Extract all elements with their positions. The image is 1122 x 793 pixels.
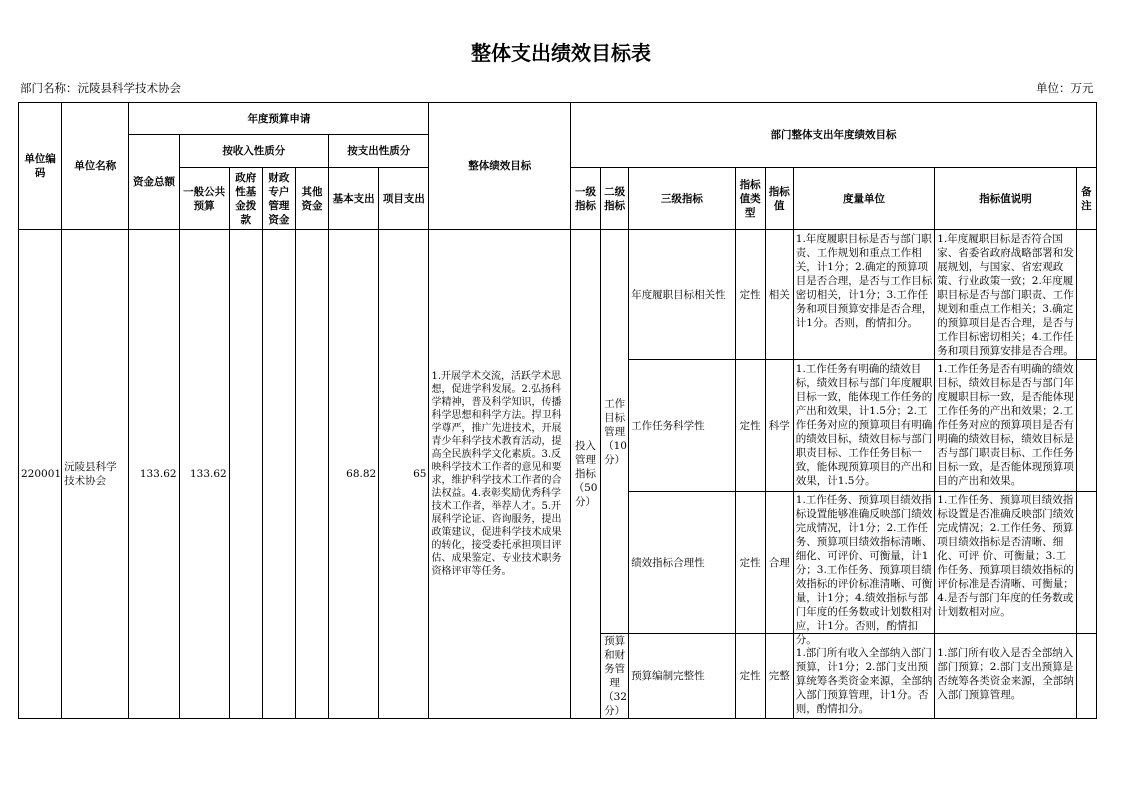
table-row xyxy=(19,230,1097,360)
value-desc-text: 1.年度履职目标是否符合国家、省委省政府战略部署和发展规划，与国家、省宏观政策、行业政策一致；2.年度履职目标是否与部门职责、工作规划和重点工作相关；3.确定的预算项目是否合理，是否与工作目标密切相关；4.工作任务和项目预算安排是否合理。 xyxy=(937,232,1074,357)
total-funds-cell: 133.62 xyxy=(129,230,179,719)
measure-unit-text: 1.部门所有收入全部纳入部门预算，计1分；2.部门支出预算统筹各类资金来源，全部纳入部门预算管理，计1分。否则，酌情扣分。 xyxy=(795,646,933,715)
header-by-expense: 按支出性质分 xyxy=(329,135,429,168)
header-level1: 一级指标 xyxy=(570,168,600,230)
header-level3: 三级指标 xyxy=(629,168,735,230)
metric-type-cell: 定性 xyxy=(735,360,765,492)
metric-type-cell: 定性 xyxy=(735,634,765,719)
header-dept-goal: 部门整体支出年度绩效目标 xyxy=(570,103,1096,168)
department-name: 部门名称：沅陵县科学技术协会 xyxy=(20,81,181,95)
level1-cell: 投入管理指标（50分） xyxy=(570,230,600,719)
header-overall-goal: 整体绩效目标 xyxy=(429,103,571,230)
header-fiscal-special: 财政专户管理资金 xyxy=(262,168,295,230)
remark-cell xyxy=(1076,634,1096,719)
overall-goal-text: 1.开展学术交流，活跃学术思想，促进学科发展。2.弘扬科学精神，普及科学知识，传播科学思想和科学方法。捍卫科学尊严，推广先进技术，开展青少年科学技术教育活动，提高全民族科学文化素质。3.反映科学技术工作者的意见和要求，维护科学技术工作者的合法权益。4.表彰奖励优秀科学技术工作者，举荐人才。5.开展科学论证、咨询服务，提出政策建议，促进科学技术成果的转化，接受委托承担项目评估、成果鉴定、专业技术职务资格评审等任务。 xyxy=(431,371,562,577)
measure-unit-text: 1.工作任务有明确的绩效目标，绩效目标与部门年度履职目标一致，能体现工作任务的产出和效果，计1.5分；2.工作任务对应的预算项目有明确的绩效目标，绩效目标与部门职责目标、工作任务目标一致，能体现预算项目的产出和效果，计1.5分。 xyxy=(795,362,933,487)
header-level2: 二级指标 xyxy=(601,168,629,230)
header-unit-name: 单位名称 xyxy=(62,103,129,230)
header-remark: 备注 xyxy=(1076,168,1096,230)
remark-cell xyxy=(1076,360,1096,492)
level2-cell: 预算和财务管理（32分） xyxy=(601,634,629,719)
remark-cell xyxy=(1076,492,1096,634)
unit-code-cell: 220001 xyxy=(19,230,62,719)
gov-fund-cell xyxy=(229,230,262,719)
value-desc-text: 1.工作任务是否有明确的绩效目标，绩效目标是否与部门年度履职目标一致，是否能体现工作任务的产出和效果；2.工作任务对应的预算项目是否有明确的绩效目标，绩效目标是否与部门职责目标、工作任务目标一致，是否能体现预算项目的产出和效果。 xyxy=(937,362,1074,487)
metric-type-cell: 定性 xyxy=(735,492,765,634)
value-desc-cell xyxy=(935,634,1077,719)
metric-name-cell: 绩效指标合理性 xyxy=(629,492,735,634)
value-desc-text: 1.工作任务、预算项目绩效指标设置是否准确反映部门绩效完成情况；2.工作任务、预算项目绩效指标是否清晰、细化、可评 价、可衡量；3.工作任务、预算项目绩效指标的评价标准是否清晰、可衡量；4.是否与部门年度的任务数或计划数相对应。 xyxy=(937,493,1074,618)
metric-type-cell: 定性 xyxy=(735,230,765,360)
performance-target-table xyxy=(18,102,1097,719)
measure-unit-cell xyxy=(793,634,935,719)
header-project-expense: 项目支出 xyxy=(379,168,429,230)
measure-unit-cell xyxy=(793,492,935,646)
header-total-funds: 资金总额 xyxy=(129,135,179,230)
general-budget-cell: 133.62 xyxy=(179,230,229,719)
measure-unit-cell xyxy=(793,230,935,360)
header-unit-code: 单位编码 xyxy=(19,103,62,230)
header-basic-expense: 基本支出 xyxy=(329,168,379,230)
metric-name-cell: 工作任务科学性 xyxy=(629,360,735,492)
basic-expense-cell: 68.82 xyxy=(329,230,379,719)
measure-unit-cell xyxy=(793,360,935,492)
fiscal-special-cell xyxy=(262,230,295,719)
value-desc-cell xyxy=(935,492,1077,634)
value-desc-text: 1.部门所有收入是否全部纳入部门预算；2.部门支出预算是否统筹各类资金来源，全部纳入部门预算管理。 xyxy=(937,646,1074,701)
measure-unit-text: 1.工作任务、预算项目绩效指标设置能够准确反映部门绩效完成情况，计1分；2.工作任务、预算项目绩效指标清晰、细化、可评价、可衡量，计1分；3.工作任务、预算项目绩效指标的评价标准清晰、可衡量，计1分；4.绩效指标与部门年度的任务数或计划数相对应，计1分。否则，酌情扣分。 xyxy=(795,493,933,646)
page-title: 整体支出绩效目标表 xyxy=(471,41,651,65)
header-annual-budget: 年度预算申请 xyxy=(129,103,429,135)
header-indicator-value: 指标值 xyxy=(765,168,793,230)
metric-name-cell: 年度履职目标相关性 xyxy=(629,230,735,360)
header-measure-unit: 度量单位 xyxy=(793,168,935,230)
header-general-budget: 一般公共预算 xyxy=(179,168,229,230)
metric-value-cell: 完整 xyxy=(765,634,793,719)
other-funds-cell xyxy=(295,230,328,719)
header-value-desc: 指标值说明 xyxy=(935,168,1077,230)
measure-unit-text: 1.年度履职目标是否与部门职责、工作规划和重点工作相关，计1分；2.确定的预算项目是否合理，是否与工作目标密切相关，计1分；3.工作任务和项目预算安排是否合理，计1分。否则，酌情扣分。 xyxy=(795,232,933,329)
metric-name-cell: 预算编制完整性 xyxy=(629,634,735,719)
header-by-income: 按收入性质分 xyxy=(179,135,329,168)
header-value-type: 指标值类型 xyxy=(735,168,765,230)
unit-name-cell: 沅陵县科学技术协会 xyxy=(62,230,129,719)
metric-value-cell: 合理 xyxy=(765,492,793,634)
metric-value-cell: 相关 xyxy=(765,230,793,360)
header-gov-fund: 政府性基金拨款 xyxy=(229,168,262,230)
level2-cell: 工作目标管理（10分） xyxy=(601,230,629,634)
header-other-funds: 其他资金 xyxy=(295,168,328,230)
overall-goal-cell xyxy=(429,230,571,719)
value-desc-cell xyxy=(935,360,1077,492)
project-expense-cell: 65 xyxy=(379,230,429,719)
value-desc-cell xyxy=(935,230,1077,360)
metric-value-cell: 科学 xyxy=(765,360,793,492)
remark-cell xyxy=(1076,230,1096,360)
currency-unit: 单位：万元 xyxy=(1036,81,1094,95)
